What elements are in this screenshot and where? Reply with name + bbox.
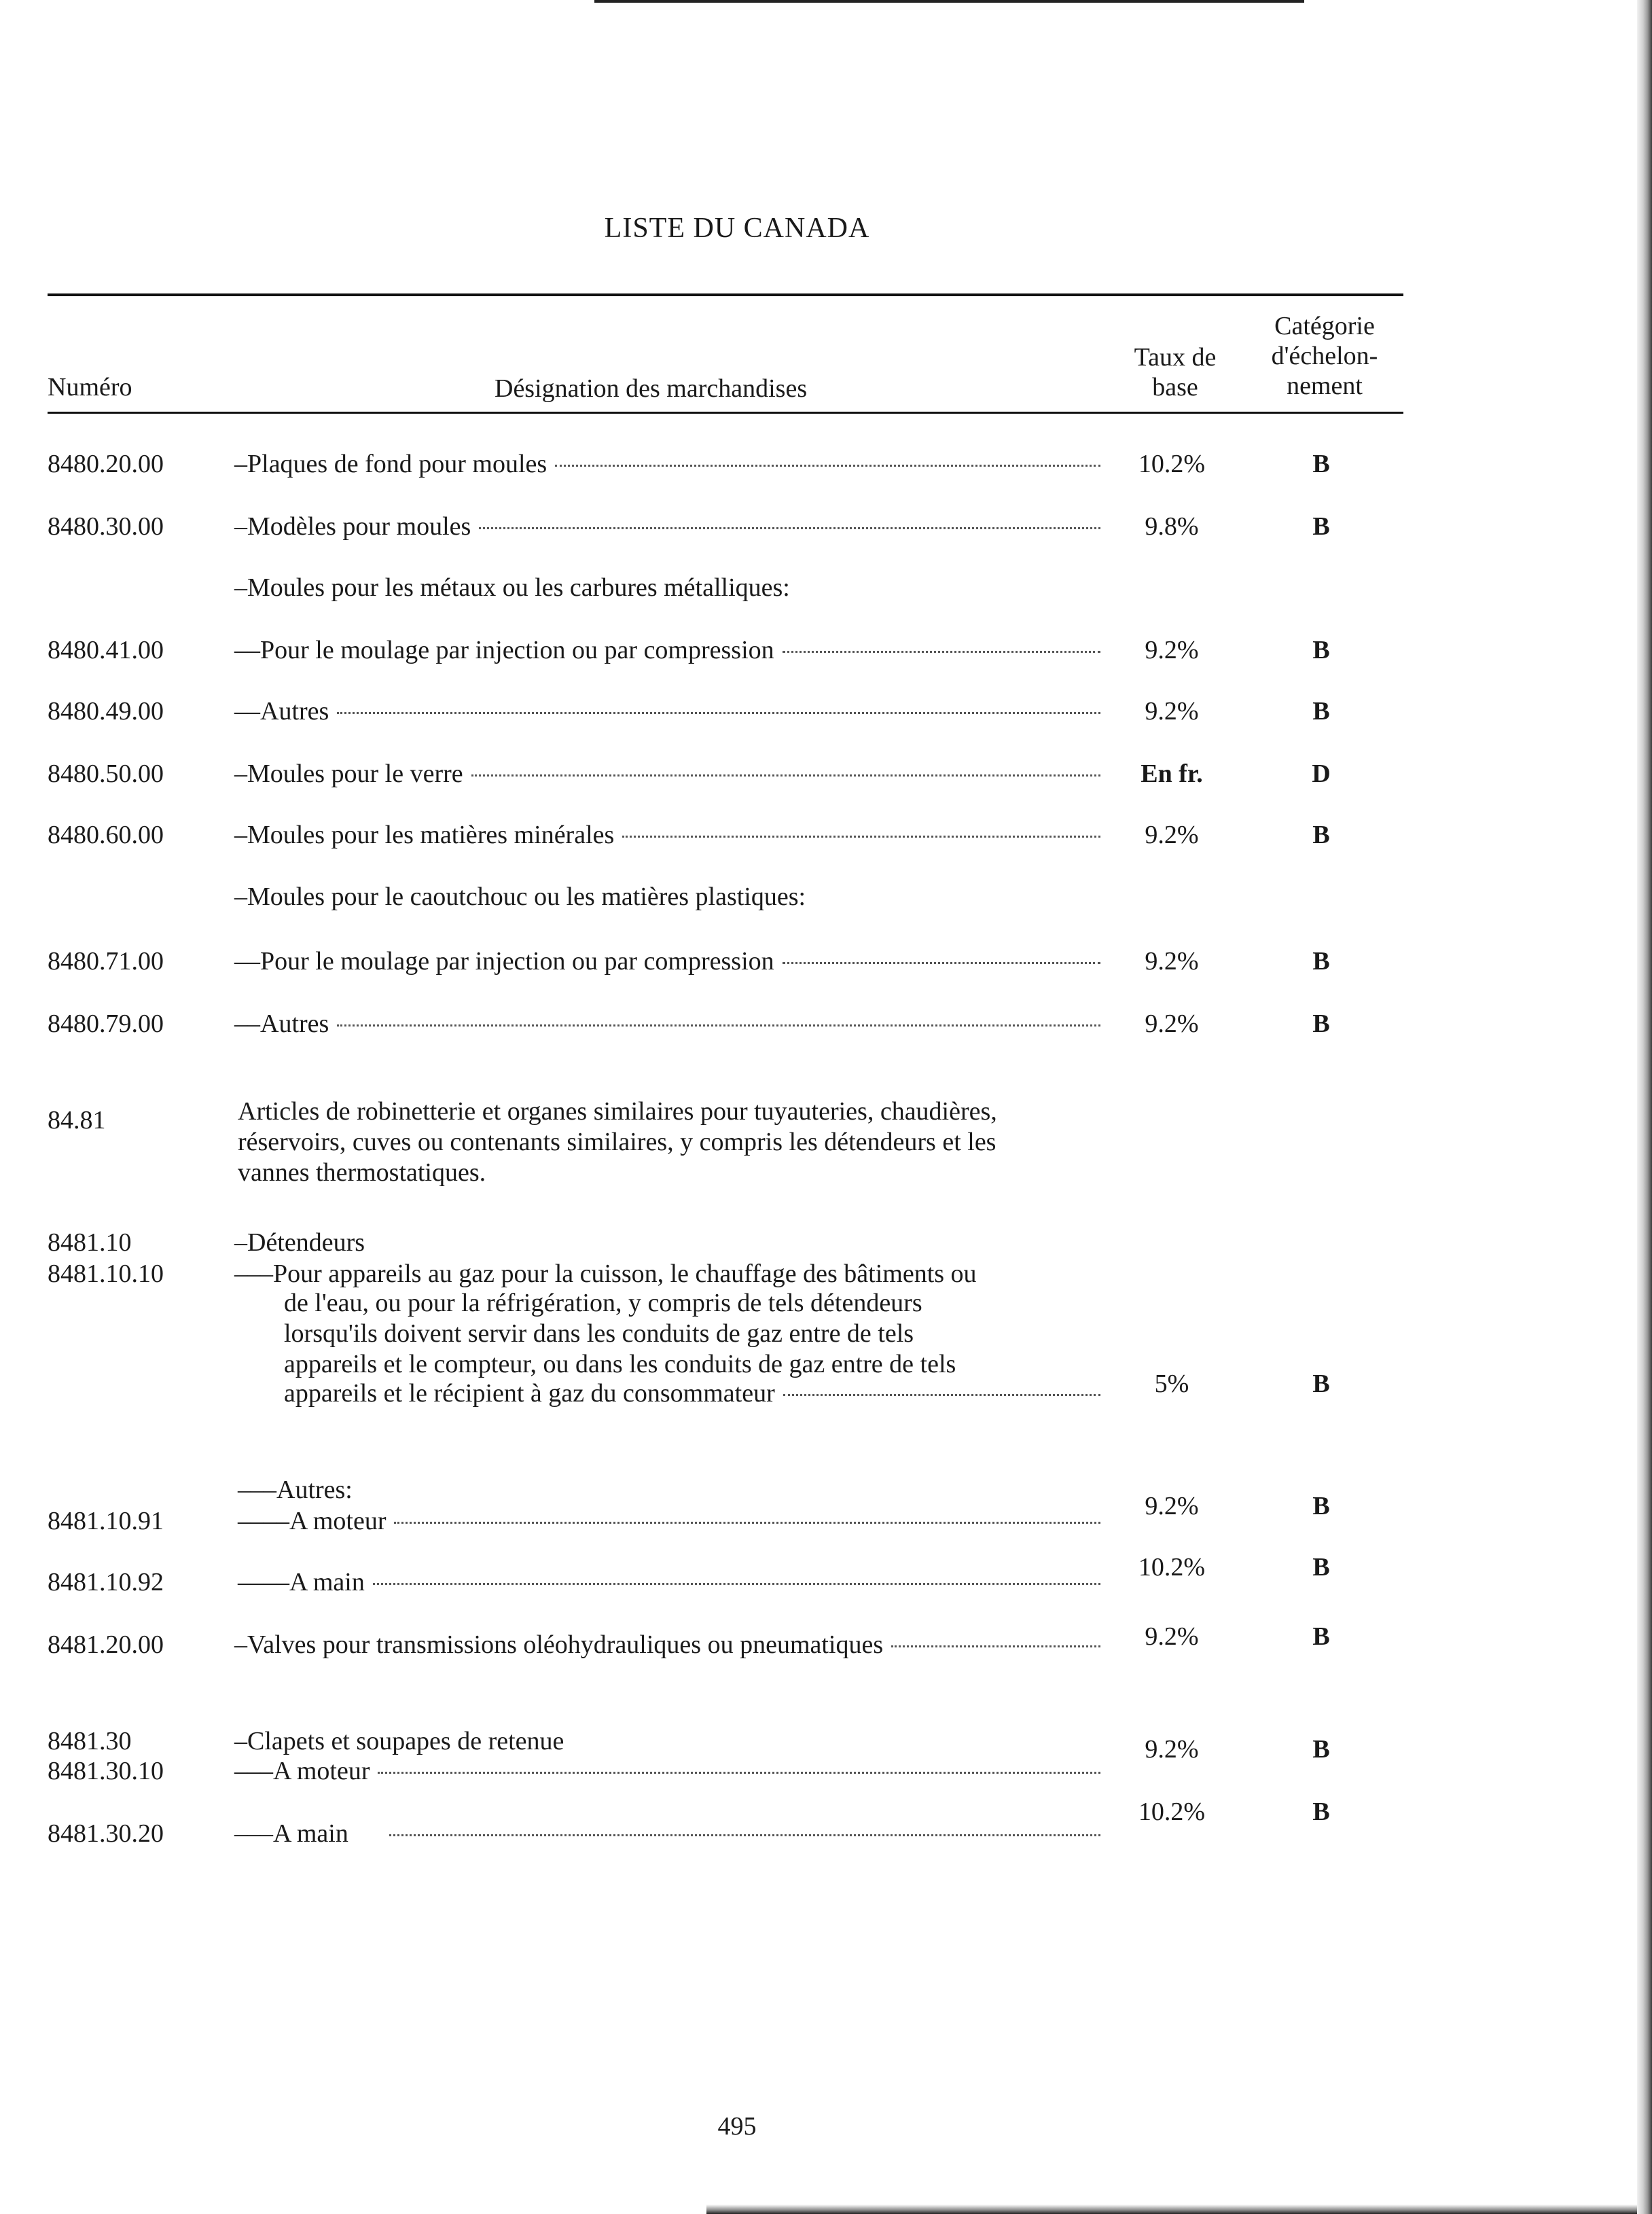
base-rate: 9.2%: [1145, 636, 1199, 664]
dot-leader: [555, 465, 1100, 467]
designation-text: ––––A moteur: [238, 1507, 387, 1535]
dot-leader: [783, 651, 1100, 653]
designation: [234, 758, 1100, 789]
designation-continuation: lorsqu'ils doivent servir dans les conduits de gaz entre de tels: [284, 1319, 914, 1348]
tariff-number: 8481.10.92: [48, 1568, 164, 1596]
base-rate: 9.2%: [1145, 821, 1199, 849]
staging-category: B: [1312, 1553, 1330, 1582]
designation: [234, 572, 1100, 603]
base-rate: En fr.: [1141, 760, 1203, 788]
dot-leader: [378, 1772, 1100, 1774]
designation-text: –Moules pour les métaux ou les carbures métalliques:: [234, 573, 790, 602]
scan-edge-right: [1637, 0, 1652, 2214]
staging-category: B: [1312, 512, 1330, 541]
heading-line: Articles de robinetterie et organes similaires pour tuyauteries, chaudières,: [238, 1097, 997, 1126]
staging-category: B: [1312, 947, 1330, 976]
tariff-number: 8480.50.00: [48, 760, 164, 788]
designation-text: appareils et le récipient à gaz du consommateur: [284, 1379, 775, 1408]
dot-leader: [337, 712, 1100, 714]
base-rate: 9.8%: [1145, 512, 1199, 541]
designation: [234, 511, 1100, 542]
base-rate: 10.2%: [1138, 1798, 1206, 1826]
designation-text: –Plaques de fond pour moules: [234, 450, 547, 478]
header-categorie-line: Catégorie: [1274, 312, 1375, 340]
header-taux-line: base: [1152, 373, 1198, 401]
dot-leader: [891, 1645, 1100, 1647]
base-rate: 9.2%: [1145, 1010, 1199, 1038]
header-categorie: [1236, 311, 1413, 401]
heading-line: réservoirs, cuves ou contenants similaires, y compris les détendeurs et les: [238, 1128, 996, 1156]
designation-text: –Valves pour transmissions oléohydrauliques ou pneumatiques: [234, 1630, 884, 1659]
staging-category: B: [1312, 450, 1330, 478]
tariff-number: 8480.30.00: [48, 512, 164, 541]
tariff-number: 8480.41.00: [48, 636, 164, 664]
header-taux-line: Taux de: [1134, 343, 1217, 372]
header-taux: [1114, 342, 1236, 402]
tariff-number: 8481.10.10: [48, 1260, 164, 1288]
dot-leader: [337, 1024, 1100, 1026]
heading-line: vannes thermostatiques.: [238, 1158, 486, 1187]
tariff-number: 8481.30.10: [48, 1757, 164, 1785]
base-rate: 9.2%: [1145, 1622, 1199, 1651]
designation-text: ––Autres: [234, 697, 329, 726]
base-rate: 5%: [1154, 1370, 1189, 1398]
tariff-number: 8480.71.00: [48, 947, 164, 976]
designation-text: –––A main: [234, 1819, 348, 1848]
staging-category: B: [1312, 1798, 1330, 1826]
staging-category: B: [1312, 636, 1330, 664]
tariff-number: 8481.20.00: [48, 1630, 164, 1659]
staging-category: B: [1312, 1622, 1330, 1651]
designation-text: ––Pour le moulage par injection ou par compression: [234, 947, 774, 976]
base-rate: 9.2%: [1145, 947, 1199, 976]
dot-leader: [471, 774, 1100, 776]
dot-leader: [622, 836, 1100, 838]
staging-category: D: [1312, 760, 1331, 788]
base-rate: 9.2%: [1145, 697, 1199, 726]
staging-category: B: [1312, 821, 1330, 849]
tariff-number: 8481.10.91: [48, 1507, 164, 1535]
designation: [234, 1008, 1100, 1039]
header-bottom-rule: [48, 412, 1403, 414]
designation: [234, 635, 1100, 666]
tariff-number: 8480.79.00: [48, 1010, 164, 1038]
tariff-number: 8481.10: [48, 1228, 132, 1257]
tariff-number: 8481.30.20: [48, 1819, 164, 1848]
dot-leader: [783, 962, 1100, 964]
designation: [234, 1818, 1100, 1849]
designation-text: –Modèles pour moules: [234, 512, 471, 541]
header-categorie-line: nement: [1287, 372, 1363, 400]
base-rate: 10.2%: [1138, 1553, 1206, 1582]
designation: [238, 1567, 1100, 1598]
designation-text: –Clapets et soupapes de retenue: [234, 1727, 564, 1755]
designation: [234, 946, 1100, 977]
header-numero: Numéro: [48, 373, 132, 401]
designation-text: –Détendeurs: [234, 1228, 365, 1257]
designation-text: –Moules pour le caoutchouc ou les matières plastiques:: [234, 882, 806, 911]
dot-leader: [479, 527, 1100, 529]
designation-continuation: appareils et le compteur, ou dans les conduits de gaz entre de tels: [284, 1350, 956, 1378]
designation: [284, 1378, 1100, 1409]
heading-number: 84.81: [48, 1106, 106, 1135]
base-rate: 10.2%: [1138, 450, 1206, 478]
designation: [234, 696, 1100, 727]
designation: [234, 819, 1100, 851]
page-number: 495: [717, 2112, 757, 2141]
designation-text: ––Pour le moulage par injection ou par compression: [234, 636, 774, 664]
page-title: LISTE DU CANADA: [604, 213, 870, 244]
tariff-number: 8480.49.00: [48, 697, 164, 726]
staging-category: B: [1312, 697, 1330, 726]
designation: [234, 1726, 1100, 1757]
dot-leader: [394, 1522, 1100, 1524]
designation-text: –––Pour appareils au gaz pour la cuisson, le chauffage des bâtiments ou: [234, 1260, 977, 1288]
staging-category: B: [1312, 1010, 1330, 1038]
designation: [238, 1474, 1104, 1505]
designation: [234, 448, 1100, 480]
header-categorie-line: d'échelon-: [1271, 342, 1378, 370]
tariff-number: 8480.20.00: [48, 450, 164, 478]
staging-category: B: [1312, 1735, 1330, 1764]
designation: [234, 1227, 1100, 1258]
designation-text: ––––A main: [238, 1568, 365, 1596]
designation-text: –––A moteur: [234, 1757, 370, 1785]
dot-leader: [389, 1834, 1100, 1836]
tariff-number: 8481.30: [48, 1727, 132, 1755]
designation-text: –––Autres:: [238, 1476, 353, 1504]
designation: [234, 881, 1100, 912]
base-rate: 9.2%: [1145, 1735, 1199, 1764]
header-top-rule: [48, 293, 1403, 296]
header-designation: Désignation des marchandises: [495, 374, 808, 403]
staging-category: B: [1312, 1492, 1330, 1520]
staging-category: B: [1312, 1370, 1330, 1398]
dot-leader: [783, 1394, 1100, 1396]
dot-leader: [373, 1583, 1100, 1585]
designation: [234, 1258, 1100, 1289]
designation: [238, 1505, 1100, 1537]
designation: [234, 1629, 1100, 1660]
base-rate: 9.2%: [1145, 1492, 1199, 1520]
designation: [234, 1755, 1100, 1787]
designation-text: –Moules pour le verre: [234, 760, 463, 788]
designation-text: ––Autres: [234, 1010, 329, 1038]
designation-continuation: de l'eau, ou pour la réfrigération, y compris de tels détendeurs: [284, 1289, 922, 1317]
tariff-number: 8480.60.00: [48, 821, 164, 849]
designation-text: –Moules pour les matières minérales: [234, 821, 615, 849]
scan-edge-top: [594, 0, 1304, 3]
scan-edge-bottom: [706, 2204, 1637, 2214]
heading-description: [238, 1096, 1114, 1188]
